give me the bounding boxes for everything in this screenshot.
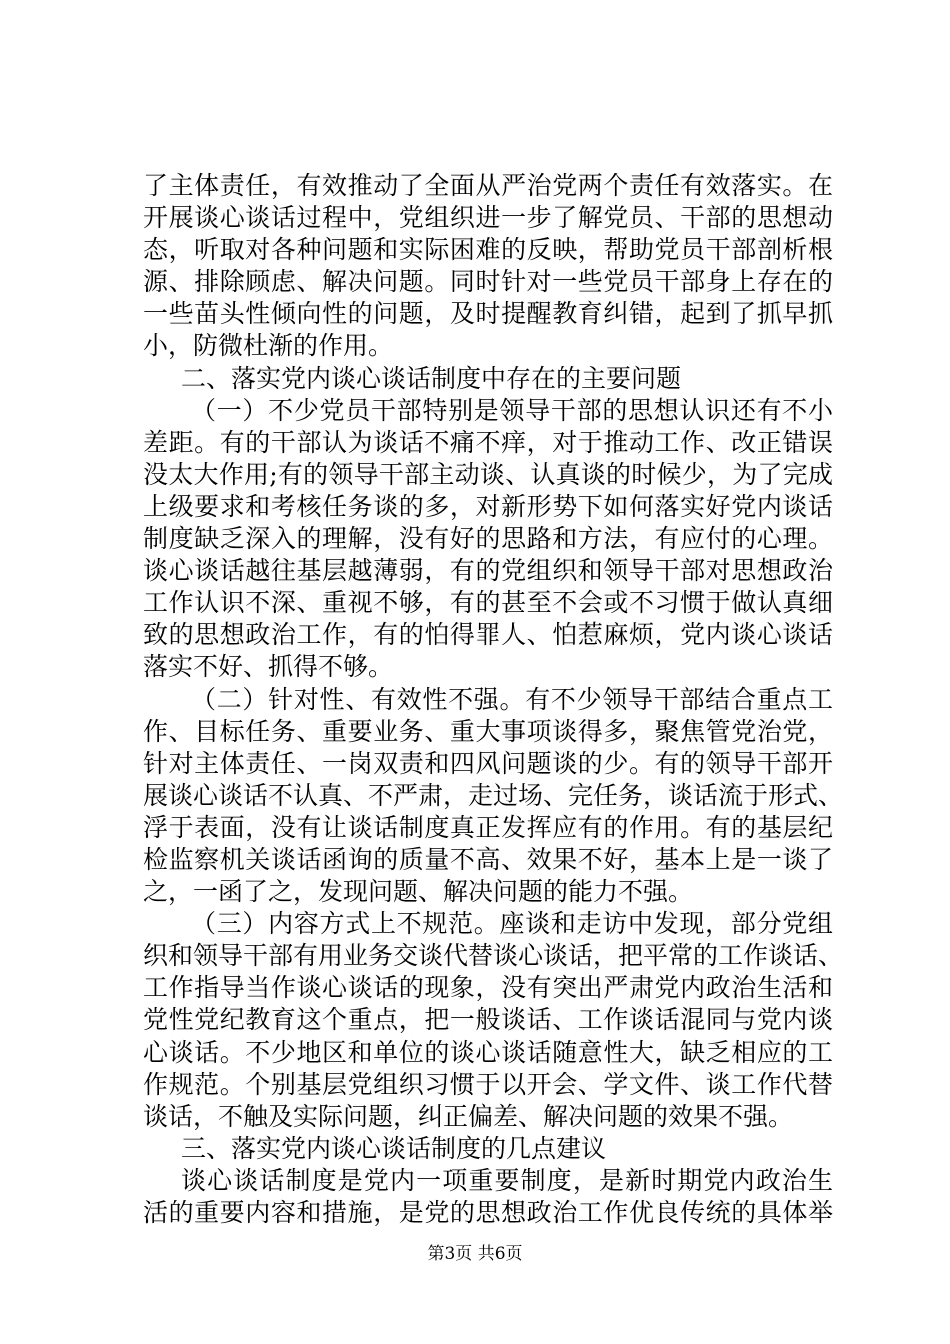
text-line: （三）内容方式上不规范。座谈和走访中发现，部分党组: [191, 909, 833, 939]
text-line: 制度缺乏深入的理解，没有好的思路和方法，有应付的心理。: [143, 524, 833, 554]
text-line: 浮于表面，没有让谈话制度真正发挥应有的作用。有的基层纪: [143, 812, 833, 842]
text-line: 之，一函了之，发现问题、解决问题的能力不强。: [143, 877, 694, 907]
text-line: 上级要求和考核任务谈的多，对新形势下如何落实好党内谈话: [143, 491, 833, 521]
text-line: 心谈话。不少地区和单位的谈心谈话随意性大，缺乏相应的工: [143, 1037, 833, 1067]
text-line: 了主体责任，有效推动了全面从严治党两个责任有效落实。在: [143, 171, 833, 200]
text-line: 展谈心谈话不认真、不严肃，走过场、完任务，谈话流于形式、: [143, 780, 844, 810]
text-line: （一）不少党员干部特别是领导干部的思想认识还有不小: [191, 395, 833, 425]
text-line: 检监察机关谈话函询的质量不高、效果不好，基本上是一谈了: [143, 844, 833, 874]
text-line: 党性党纪教育这个重点，把一般谈话、工作谈话混同与党内谈: [143, 1005, 833, 1035]
section-heading: 三、落实党内谈心谈话制度的几点建议: [181, 1133, 607, 1163]
text-line: 谈心谈话制度是党内一项重要制度，是新时期党内政治生: [181, 1165, 833, 1195]
text-line: 态，听取对各种问题和实际困难的反映，帮助党员干部剖析根: [143, 235, 833, 265]
text-line: （二）针对性、有效性不强。有不少领导干部结合重点工: [191, 684, 833, 714]
text-line: 致的思想政治工作，有的怕得罪人、怕惹麻烦，党内谈心谈话: [143, 620, 833, 650]
text-line: 一些苗头性倾向性的问题，及时提醒教育纠错，起到了抓早抓: [143, 299, 833, 329]
text-line: 开展谈心谈话过程中，党组织进一步了解党员、干部的思想动: [143, 203, 833, 233]
text-line: 作、目标任务、重要业务、重大事项谈得多，聚焦管党治党，: [143, 716, 833, 746]
text-line: 源、排除顾虑、解决问题。同时针对一些党员干部身上存在的: [143, 267, 833, 297]
body-text: [143, 170, 844, 1229]
text-line: 工作认识不深、重视不够，有的甚至不会或不习惯于做认真细: [143, 588, 833, 618]
text-line: 针对主体责任、一岗双责和四风问题谈的少。有的领导干部开: [143, 748, 833, 778]
text-line: 工作指导当作谈心谈话的现象，没有突出严肃党内政治生活和: [143, 973, 833, 1003]
text-line: 小，防微杜渐的作用。: [143, 331, 394, 361]
text-line: 织和领导干部有用业务交谈代替谈心谈话，把平常的工作谈话、: [143, 941, 844, 971]
text-line: 作规范。个别基层党组织习惯于以开会、学文件、谈工作代替: [143, 1069, 833, 1099]
section-heading: 二、落实党内谈心谈话制度中存在的主要问题: [181, 363, 682, 393]
page-footer: 第3页 共6页: [427, 1244, 523, 1264]
text-line: 落实不好、抓得不够。: [143, 652, 394, 682]
text-line: 差距。有的干部认为谈话不痛不痒，对于推动工作、改正错误: [143, 427, 833, 457]
text-line: 谈心谈话越往基层越薄弱，有的党组织和领导干部对思想政治: [143, 556, 833, 586]
text-line: 没太大作用;有的领导干部主动谈、认真谈的时候少，为了完成: [143, 459, 833, 489]
text-line: 谈话，不触及实际问题，纠正偏差、解决问题的效果不强。: [143, 1101, 794, 1131]
text-line: 活的重要内容和措施，是党的思想政治工作优良传统的具体举: [143, 1198, 833, 1227]
